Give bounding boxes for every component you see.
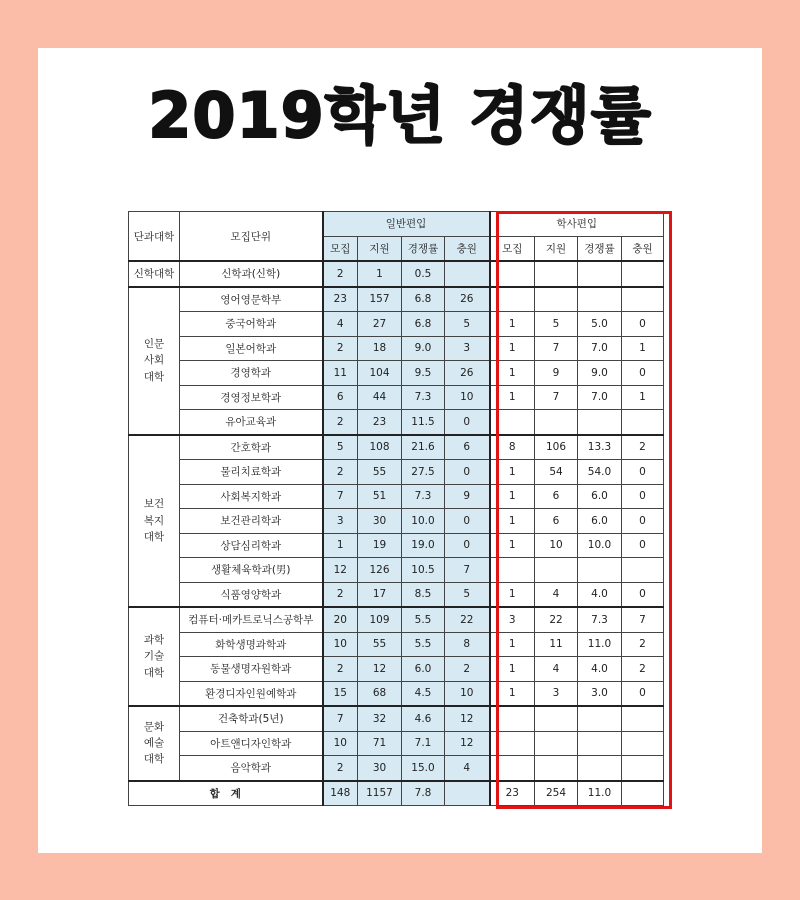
general-cell: 2: [323, 756, 358, 781]
general-cell: 5.5: [402, 607, 445, 632]
table-row: [129, 509, 664, 534]
table-row: [129, 484, 664, 509]
general-cell: 6: [445, 435, 490, 460]
bachelor-cell: 1: [490, 632, 535, 657]
general-cell: 15: [323, 681, 358, 706]
unit-name: 생활체육학과(男): [180, 558, 323, 583]
bachelor-cell: [622, 410, 664, 435]
total-cell: 11.0: [578, 781, 622, 806]
unit-name: 화학생명과학과: [180, 632, 323, 657]
header-bachelor-group: 학사편입: [490, 212, 664, 237]
header-sub: 모집: [490, 236, 535, 261]
total-cell: [622, 781, 664, 806]
general-cell: 10: [445, 681, 490, 706]
general-cell: 2: [323, 261, 358, 287]
table-row: [129, 706, 664, 731]
bachelor-cell: 2: [622, 657, 664, 682]
bachelor-cell: [490, 261, 535, 287]
general-cell: 22: [445, 607, 490, 632]
total-cell: [445, 781, 490, 806]
general-cell: 2: [323, 410, 358, 435]
bachelor-cell: 0: [622, 460, 664, 485]
bachelor-cell: [535, 287, 578, 312]
bachelor-cell: 11: [535, 632, 578, 657]
general-cell: 108: [358, 435, 402, 460]
general-cell: [445, 261, 490, 287]
table-row: [129, 558, 664, 583]
bachelor-cell: 11.0: [578, 632, 622, 657]
general-cell: 27: [358, 312, 402, 337]
general-cell: 1: [323, 533, 358, 558]
general-cell: 0: [445, 509, 490, 534]
general-cell: 10: [445, 385, 490, 410]
bachelor-cell: 1: [490, 582, 535, 607]
unit-name: 환경디자인원예학과: [180, 681, 323, 706]
bachelor-cell: 0: [622, 509, 664, 534]
bachelor-cell: 1: [490, 460, 535, 485]
bachelor-cell: 6.0: [578, 509, 622, 534]
unit-name: 사회복지학과: [180, 484, 323, 509]
unit-name: 경영학과: [180, 361, 323, 386]
general-cell: 4: [445, 756, 490, 781]
bachelor-cell: 5.0: [578, 312, 622, 337]
general-cell: 7.1: [402, 731, 445, 756]
bachelor-cell: 9: [535, 361, 578, 386]
general-cell: 7: [323, 706, 358, 731]
bachelor-cell: 1: [490, 361, 535, 386]
general-cell: 2: [323, 657, 358, 682]
bachelor-cell: [622, 706, 664, 731]
general-cell: 3: [323, 509, 358, 534]
table-body: [129, 261, 664, 806]
header-sub: 경쟁률: [578, 236, 622, 261]
bachelor-cell: [578, 410, 622, 435]
table-row: [129, 632, 664, 657]
general-cell: 126: [358, 558, 402, 583]
general-cell: 26: [445, 287, 490, 312]
unit-name: 컴퓨터·메카트로닉스공학부: [180, 607, 323, 632]
general-cell: 109: [358, 607, 402, 632]
unit-name: 경영정보학과: [180, 385, 323, 410]
general-cell: 1: [358, 261, 402, 287]
bachelor-cell: 54.0: [578, 460, 622, 485]
general-cell: 26: [445, 361, 490, 386]
bachelor-cell: [578, 287, 622, 312]
bachelor-cell: 3: [535, 681, 578, 706]
general-cell: 5: [323, 435, 358, 460]
table-row: [129, 312, 664, 337]
general-cell: 12: [323, 558, 358, 583]
unit-name: 중국어학과: [180, 312, 323, 337]
bachelor-cell: 106: [535, 435, 578, 460]
general-cell: 5.5: [402, 632, 445, 657]
unit-name: 신학과(신학): [180, 261, 323, 287]
page-title: 2019학년 경쟁률: [148, 79, 652, 152]
table-row: [129, 657, 664, 682]
table-row: [129, 607, 664, 632]
bachelor-cell: 3: [490, 607, 535, 632]
general-cell: 104: [358, 361, 402, 386]
general-cell: 2: [323, 460, 358, 485]
header-general-group: 일반편입: [323, 212, 490, 237]
total-cell: 23: [490, 781, 535, 806]
general-cell: 9: [445, 484, 490, 509]
general-cell: 2: [445, 657, 490, 682]
bachelor-cell: [490, 287, 535, 312]
unit-name: 건축학과(5년): [180, 706, 323, 731]
bachelor-cell: 2: [622, 632, 664, 657]
header-sub: 모집: [323, 236, 358, 261]
bachelor-cell: 7.0: [578, 385, 622, 410]
bachelor-cell: 10: [535, 533, 578, 558]
bachelor-cell: 6: [535, 484, 578, 509]
bachelor-cell: 0: [622, 484, 664, 509]
bachelor-cell: 1: [490, 681, 535, 706]
bachelor-cell: 7: [622, 607, 664, 632]
table-row: [129, 731, 664, 756]
general-cell: 12: [445, 731, 490, 756]
bachelor-cell: 3.0: [578, 681, 622, 706]
bachelor-cell: 0: [622, 681, 664, 706]
general-cell: 0: [445, 410, 490, 435]
unit-name: 아트앤디자인학과: [180, 731, 323, 756]
bachelor-cell: [490, 706, 535, 731]
general-cell: 157: [358, 287, 402, 312]
general-cell: 0: [445, 460, 490, 485]
table-row: [129, 756, 664, 781]
bachelor-cell: 6.0: [578, 484, 622, 509]
general-cell: 5: [445, 312, 490, 337]
college-name: 문화 예술 대학: [129, 706, 180, 781]
unit-name: 영어영문학부: [180, 287, 323, 312]
unit-name: 상담심리학과: [180, 533, 323, 558]
bachelor-cell: 0: [622, 582, 664, 607]
general-cell: 6: [323, 385, 358, 410]
general-cell: 10: [323, 632, 358, 657]
bachelor-cell: [535, 410, 578, 435]
bachelor-cell: [578, 558, 622, 583]
general-cell: 4: [323, 312, 358, 337]
bachelor-cell: 7: [535, 336, 578, 361]
general-cell: 44: [358, 385, 402, 410]
general-cell: 55: [358, 460, 402, 485]
unit-name: 간호학과: [180, 435, 323, 460]
bachelor-cell: [535, 756, 578, 781]
bachelor-cell: [578, 731, 622, 756]
general-cell: 18: [358, 336, 402, 361]
bachelor-cell: [490, 756, 535, 781]
general-cell: 2: [323, 582, 358, 607]
general-cell: 32: [358, 706, 402, 731]
general-cell: 10: [323, 731, 358, 756]
general-cell: 23: [323, 287, 358, 312]
total-cell: 148: [323, 781, 358, 806]
bachelor-cell: 9.0: [578, 361, 622, 386]
general-cell: 51: [358, 484, 402, 509]
header-sub: 충원: [622, 236, 664, 261]
general-cell: 4.5: [402, 681, 445, 706]
bachelor-cell: [622, 261, 664, 287]
general-cell: 8.5: [402, 582, 445, 607]
table-row: [129, 410, 664, 435]
general-cell: 19.0: [402, 533, 445, 558]
bachelor-cell: 1: [622, 336, 664, 361]
college-name: 보건 복지 대학: [129, 435, 180, 608]
bachelor-cell: [622, 558, 664, 583]
general-cell: 30: [358, 756, 402, 781]
general-cell: 9.0: [402, 336, 445, 361]
bachelor-cell: [490, 558, 535, 583]
bachelor-cell: 0: [622, 312, 664, 337]
general-cell: 23: [358, 410, 402, 435]
total-row: [129, 781, 664, 806]
bachelor-cell: 1: [490, 657, 535, 682]
table-row: [129, 582, 664, 607]
general-cell: 12: [445, 706, 490, 731]
college-name: 과학 기술 대학: [129, 607, 180, 706]
header-sub: 지원: [358, 236, 402, 261]
general-cell: 2: [323, 336, 358, 361]
bachelor-cell: 1: [490, 312, 535, 337]
bachelor-cell: [535, 261, 578, 287]
bachelor-cell: 22: [535, 607, 578, 632]
total-cell: 7.8: [402, 781, 445, 806]
general-cell: 11: [323, 361, 358, 386]
general-cell: 19: [358, 533, 402, 558]
bachelor-cell: 5: [535, 312, 578, 337]
bachelor-cell: 4: [535, 582, 578, 607]
general-cell: 21.6: [402, 435, 445, 460]
table-row: [129, 681, 664, 706]
total-label: 합 계: [129, 781, 323, 806]
header-sub: 경쟁률: [402, 236, 445, 261]
general-cell: 3: [445, 336, 490, 361]
table-row: [129, 261, 664, 287]
unit-name: 음악학과: [180, 756, 323, 781]
table-row: [129, 336, 664, 361]
bachelor-cell: 7.0: [578, 336, 622, 361]
bachelor-cell: 0: [622, 361, 664, 386]
header-sub: 충원: [445, 236, 490, 261]
bachelor-cell: 2: [622, 435, 664, 460]
bachelor-cell: 0: [622, 533, 664, 558]
unit-name: 일본어학과: [180, 336, 323, 361]
bachelor-cell: 8: [490, 435, 535, 460]
general-cell: 9.5: [402, 361, 445, 386]
header-college: 단과대학: [129, 212, 180, 262]
bachelor-cell: 7.3: [578, 607, 622, 632]
table-row: [129, 435, 664, 460]
general-cell: 6.8: [402, 287, 445, 312]
bachelor-cell: 54: [535, 460, 578, 485]
bachelor-cell: 1: [490, 385, 535, 410]
total-cell: 254: [535, 781, 578, 806]
general-cell: 30: [358, 509, 402, 534]
bachelor-cell: 1: [490, 336, 535, 361]
general-cell: 68: [358, 681, 402, 706]
table-row: [129, 385, 664, 410]
general-cell: 6.8: [402, 312, 445, 337]
general-cell: 12: [358, 657, 402, 682]
header-unit: 모집단위: [180, 212, 323, 262]
unit-name: 유아교육과: [180, 410, 323, 435]
general-cell: 15.0: [402, 756, 445, 781]
bachelor-cell: 1: [490, 509, 535, 534]
general-cell: 11.5: [402, 410, 445, 435]
college-name: 인문 사회 대학: [129, 287, 180, 435]
bachelor-cell: 4: [535, 657, 578, 682]
total-cell: 1157: [358, 781, 402, 806]
general-cell: 7.3: [402, 484, 445, 509]
general-cell: 7: [323, 484, 358, 509]
competition-rate-table: [128, 211, 664, 806]
bachelor-cell: [622, 287, 664, 312]
general-cell: 17: [358, 582, 402, 607]
bachelor-cell: 13.3: [578, 435, 622, 460]
general-cell: 27.5: [402, 460, 445, 485]
general-cell: 0: [445, 533, 490, 558]
bachelor-cell: [578, 756, 622, 781]
bachelor-cell: 4.0: [578, 657, 622, 682]
general-cell: 7: [445, 558, 490, 583]
bachelor-cell: [578, 261, 622, 287]
bachelor-cell: [578, 706, 622, 731]
general-cell: 7.3: [402, 385, 445, 410]
general-cell: 10.5: [402, 558, 445, 583]
general-cell: 10.0: [402, 509, 445, 534]
bachelor-cell: [622, 756, 664, 781]
bachelor-cell: [535, 731, 578, 756]
bachelor-cell: [535, 706, 578, 731]
table-row: [129, 361, 664, 386]
college-name: 신학대학: [129, 261, 180, 287]
general-cell: 6.0: [402, 657, 445, 682]
header-sub: 지원: [535, 236, 578, 261]
general-cell: 4.6: [402, 706, 445, 731]
bachelor-cell: 1: [622, 385, 664, 410]
bachelor-cell: [490, 731, 535, 756]
bachelor-cell: 4.0: [578, 582, 622, 607]
bachelor-cell: [622, 731, 664, 756]
table-row: [129, 287, 664, 312]
unit-name: 식품영양학과: [180, 582, 323, 607]
table-row: [129, 460, 664, 485]
bachelor-cell: [535, 558, 578, 583]
bachelor-cell: 1: [490, 533, 535, 558]
general-cell: 0.5: [402, 261, 445, 287]
bachelor-cell: 1: [490, 484, 535, 509]
general-cell: 8: [445, 632, 490, 657]
bachelor-cell: 10.0: [578, 533, 622, 558]
general-cell: 71: [358, 731, 402, 756]
unit-name: 동물생명자원학과: [180, 657, 323, 682]
general-cell: 55: [358, 632, 402, 657]
unit-name: 보건관리학과: [180, 509, 323, 534]
table-row: [129, 533, 664, 558]
bachelor-cell: 7: [535, 385, 578, 410]
bachelor-cell: [490, 410, 535, 435]
general-cell: 20: [323, 607, 358, 632]
unit-name: 물리치료학과: [180, 460, 323, 485]
bachelor-cell: 6: [535, 509, 578, 534]
general-cell: 5: [445, 582, 490, 607]
